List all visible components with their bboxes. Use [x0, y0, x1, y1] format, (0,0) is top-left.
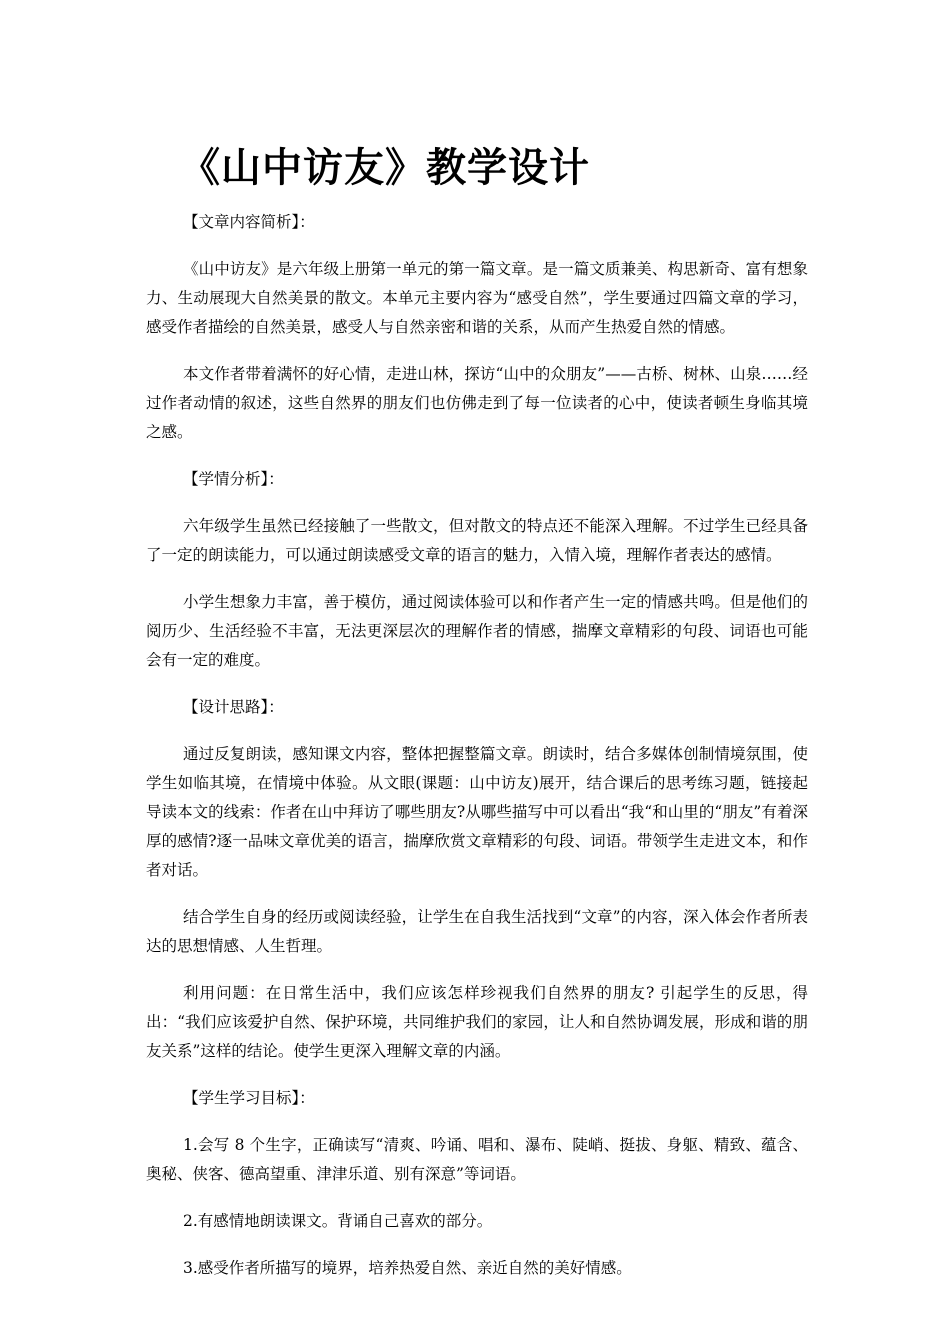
section-learning-goals: [146, 1084, 808, 1283]
paragraph: 小学生想象力丰富，善于模仿，通过阅读体验可以和作者产生一定的情感共鸣。但是他们的阅历少、生活经验不丰富，无法更深层次的理解作者的情感，揣摩文章精彩的句段、词语也可能会有一定的难度。: [146, 593, 808, 669]
section-design-approach: [146, 693, 808, 1066]
list-item: 2.有感情地朗读课文。背诵自己喜欢的部分。: [183, 1212, 493, 1230]
paragraph: 结合学生自身的经历或阅读经验，让学生在自我生活找到“文章”的内容，深入体会作者所表达的思想情感、人生哲理。: [146, 908, 808, 955]
paragraph: 六年级学生虽然已经接触了一些散文，但对散文的特点还不能深入理解。不过学生已经具备了一定的朗读能力，可以通过朗读感受文章的语言的魅力，入情入境，理解作者表达的感情。: [146, 517, 808, 564]
document-body: [146, 208, 808, 1301]
section-student-analysis: [146, 465, 808, 675]
paragraph: 通过反复朗读，感知课文内容，整体把握整篇文章。朗读时，结合多媒体创制情境氛围，使学生如临其境，在情境中体验。从文眼(课题：山中访友)展开，结合课后的思考练习题，链接起导读本文的线索：作者在山中拜访了哪些朋友?从哪些描写中可以看出“我“和山里的“朋友”有着深厚的感情?逐一品味文章优美的语言，揣摩欣赏文章精彩的句段、词语。带领学生走进文本，和作者对话。: [146, 745, 808, 879]
list-item: 1.会写 8 个生字，正确读写“清爽、吟诵、唱和、瀑布、陡峭、挺拔、身躯、精致、蕴含、奥秘、侠客、德高望重、津津乐道、别有深意”等词语。: [146, 1136, 808, 1183]
paragraph: 利用问题：在日常生活中，我们应该怎样珍视我们自然界的朋友? 引起学生的反思，得出：“我们应该爱护自然、保护环境，共同维护我们的家园，让人和自然协调发展，形成和谐的朋友关系”这样的结论。使学生更深入理解文章的内涵。: [146, 984, 808, 1060]
list-item: 3.感受作者所描写的境界，培养热爱自然、亲近自然的美好情感。: [183, 1259, 632, 1277]
document-title: 《山中访友》教学设计: [180, 144, 590, 191]
paragraph: 《山中访友》是六年级上册第一单元的第一篇文章。是一篇文质兼美、构思新奇、富有想象力、生动展现大自然美景的散文。本单元主要内容为“感受自然”，学生要通过四篇文章的学习，感受作者描绘的自然美景，感受人与自然亲密和谐的关系，从而产生热爱自然的情感。: [146, 260, 808, 336]
section-heading: 【学情分析】：: [183, 470, 284, 488]
paragraph: 本文作者带着满怀的好心情，走进山林，探访“山中的众朋友”——古桥、树林、山泉……经过作者动情的叙述，这些自然界的朋友们也仿佛走到了每一位读者的心中，使读者顿生身临其境之感。: [146, 365, 808, 441]
section-heading: 【学生学习目标】：: [183, 1089, 315, 1107]
section-heading: 【文章内容简析】：: [183, 213, 315, 231]
section-heading: 【设计思路】：: [183, 698, 284, 716]
section-content-analysis: [146, 208, 808, 447]
